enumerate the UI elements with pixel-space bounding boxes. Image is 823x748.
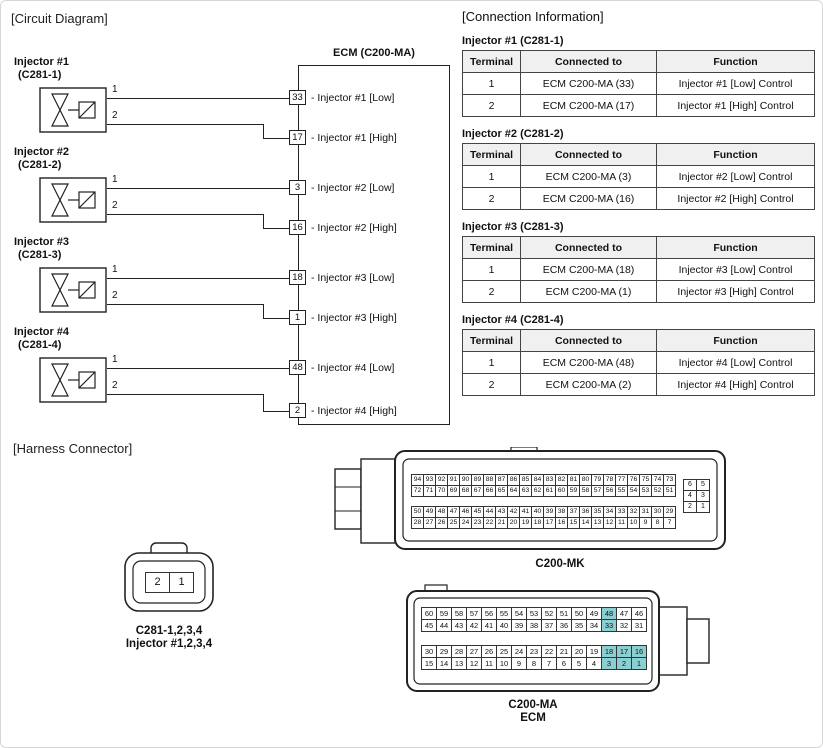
wire [263,124,264,138]
pin-cell: 5 [572,658,587,670]
pin-cell: 2 [617,658,632,670]
pin-cell: 43 [496,507,508,518]
table-row [463,95,815,117]
pin-cell: 70 [436,486,448,497]
pin-cell: 12 [467,658,482,670]
terminal-number: 1 [112,264,118,275]
injector-3-name: Injector #3 [14,236,70,248]
harness-connector-heading: [Harness Connector] [13,441,133,456]
pin-cell: 46 [460,507,472,518]
cell-connected-to: ECM C200-MA (33) [521,73,657,95]
pin-cell: 4 [587,658,602,670]
wire [107,394,263,395]
table-header-row [463,237,815,259]
pin-cell: 3 [602,658,617,670]
col-header-terminal: Terminal [463,144,521,166]
pin-cell: 90 [460,475,472,486]
wire [107,304,263,305]
pin-cell: 61 [544,486,556,497]
ecm-pin-label: - Injector #4 [High] [311,405,397,417]
pin-cell: 28 [412,518,424,529]
table-header-row [463,330,815,352]
ecm-pin-box [289,403,306,418]
c200mk-pin-grid-top [411,474,676,497]
pin-cell: 51 [557,608,572,620]
c200ma-pin-grid-bottom [421,645,647,670]
pin-cell: 11 [482,658,497,670]
col-header-function: Function [657,237,815,259]
pin-cell: 28 [452,646,467,658]
pin-cell: 81 [568,475,580,486]
pin-cell: 83 [544,475,556,486]
pin-cell: 63 [520,486,532,497]
pin-cell: 26 [482,646,497,658]
connection-information-section [462,9,815,396]
c200mk-connector-drawing [331,447,729,555]
pin-cell: 55 [497,608,512,620]
pin-cell: 35 [592,507,604,518]
c200mk-pin-grid-bottom [411,506,676,529]
pin-cell: 27 [424,518,436,529]
pin-cell: 13 [452,658,467,670]
cell-terminal: 2 [463,374,521,396]
injector-2-connector: (C281-2) [18,159,62,171]
cell-terminal: 1 [463,259,521,281]
pin-cell: 72 [412,486,424,497]
cell-terminal: 2 [463,188,521,210]
pin-cell: 18 [602,646,617,658]
pin-cell: 57 [467,608,482,620]
pin-cell: 22 [542,646,557,658]
connection-table [462,236,815,303]
ecm-pin-number: 18 [292,272,303,283]
pin-cell: 21 [557,646,572,658]
table-title: Injector #3 (C281-3) [462,221,564,233]
connection-table-group-2 [462,128,815,210]
table-row [463,166,815,188]
pin-cell: 42 [467,620,482,632]
pin-cell: 13 [592,518,604,529]
pin-cell: 12 [604,518,616,529]
terminal-number: 1 [112,174,118,185]
wire [107,98,289,99]
pin-cell: 57 [592,486,604,497]
terminal-number: 1 [112,354,118,365]
col-header-terminal: Terminal [463,330,521,352]
ecm-pin-label: - Injector #1 [Low] [311,92,395,104]
terminal-number: 2 [112,380,118,391]
connection-table-group-1 [462,35,815,117]
col-header-function: Function [657,330,815,352]
ecm-pin-box [289,220,306,235]
ecm-pin-label: - Injector #2 [High] [311,222,397,234]
pin-cell: 8 [527,658,542,670]
pin-cell: 33 [602,620,617,632]
pin-cell: 37 [542,620,557,632]
ecm-pin-number: 17 [292,132,303,143]
wire [107,214,263,215]
pin-cell: 23 [472,518,484,529]
ecm-pin-box [289,180,306,195]
injector-1-name: Injector #1 [14,56,70,68]
pin-cell: 77 [616,475,628,486]
connection-table [462,50,815,117]
pin-cell: 30 [652,507,664,518]
wire [263,228,289,229]
table-row [463,73,815,95]
table-title: Injector #4 (C281-4) [462,314,564,326]
pin-cell: 49 [587,608,602,620]
pin-cell: 48 [602,608,617,620]
pin-cell: 67 [472,486,484,497]
pin-cell: 86 [508,475,520,486]
pin-cell: 68 [460,486,472,497]
pin-cell: 84 [532,475,544,486]
pin-cell: 62 [532,486,544,497]
pin-cell: 27 [467,646,482,658]
pin-cell: 85 [520,475,532,486]
terminal-number: 2 [112,110,118,121]
table-title: Injector #2 (C281-2) [462,128,564,140]
pin-cell: 39 [544,507,556,518]
table-title: Injector #1 (C281-1) [462,35,564,47]
pin-cell: 16 [632,646,647,658]
pin-cell: 60 [422,608,437,620]
cell-terminal: 1 [463,166,521,188]
c200ma-pin-grid-top [421,607,647,632]
injector-1-connector: (C281-1) [18,69,62,81]
cell-function: Injector #1 [High] Control [657,95,815,117]
pin-cell: 47 [448,507,460,518]
wire [107,188,289,189]
pin-cell: 59 [568,486,580,497]
pin-cell: 4 [684,491,697,502]
pin-cell: 23 [527,646,542,658]
c200ma-ecm-label: ECM [520,712,546,724]
cell-function: Injector #2 [Low] Control [657,166,815,188]
pin-cell: 2 [684,502,697,513]
pin-cell: 31 [632,620,647,632]
pin-cell: 52 [542,608,557,620]
cell-connected-to: ECM C200-MA (16) [521,188,657,210]
ecm-pin-label: - Injector #4 [Low] [311,362,395,374]
pin-cell: 92 [436,475,448,486]
pin-cell: 35 [572,620,587,632]
injector-4-symbol [39,357,107,403]
pin-cell: 80 [580,475,592,486]
pin-cell: 44 [437,620,452,632]
pin-cell: 26 [436,518,448,529]
pin-cell: 45 [422,620,437,632]
pin-cell: 9 [640,518,652,529]
connection-table [462,329,815,396]
pin-cell: 17 [544,518,556,529]
pin-cell: 1 [697,502,710,513]
connection-table [462,143,815,210]
pin-cell: 30 [422,646,437,658]
pin-cell: 44 [484,507,496,518]
table-row [463,352,815,374]
c200ma-label: C200-MA [508,699,558,711]
cell-function: Injector #4 [High] Control [657,374,815,396]
pin-cell: 48 [436,507,448,518]
pin-cell: 25 [448,518,460,529]
cell-connected-to: ECM C200-MA (3) [521,166,657,188]
pin-cell: 93 [424,475,436,486]
pin-cell: 54 [628,486,640,497]
pin-cell: 45 [472,507,484,518]
pin-cell: 24 [460,518,472,529]
ecm-pin-label: - Injector #2 [Low] [311,182,395,194]
col-header-terminal: Terminal [463,237,521,259]
injector-4-connector: (C281-4) [18,339,62,351]
pin-cell: 42 [508,507,520,518]
col-header-connected-to: Connected to [521,330,657,352]
pin-cell: 38 [527,620,542,632]
pin-cell: 40 [497,620,512,632]
pin-cell: 14 [580,518,592,529]
pin-cell: 34 [604,507,616,518]
cell-connected-to: ECM C200-MA (17) [521,95,657,117]
pin-cell: 38 [556,507,568,518]
ecm-pin-number: 33 [292,92,303,103]
table-row [463,281,815,303]
pin-cell: 29 [664,507,676,518]
cell-terminal: 2 [463,281,521,303]
pin-cell: 20 [572,646,587,658]
cell-function: Injector #3 [Low] Control [657,259,815,281]
table-row [463,259,815,281]
c281-injector-label: Injector #1,2,3,4 [125,638,213,650]
ecm-pin-box [289,310,306,325]
ecm-pin-number: 3 [294,182,301,193]
table-header-row [463,51,815,73]
pin-cell: 18 [532,518,544,529]
pin-cell: 58 [580,486,592,497]
terminal-number: 2 [112,290,118,301]
pin-cell: 15 [568,518,580,529]
pin-cell: 39 [512,620,527,632]
pin-cell: 25 [497,646,512,658]
pin-cell: 94 [412,475,424,486]
ecm-pin-number: 1 [294,312,301,323]
pin-cell: 69 [448,486,460,497]
col-header-function: Function [657,51,815,73]
ecm-pin-box [289,360,306,375]
pin-cell: 11 [616,518,628,529]
pin-cell: 56 [482,608,497,620]
pin-cell: 2 [146,573,170,593]
wire [263,138,289,139]
connection-table-group-3 [462,221,815,303]
pin-cell: 1 [170,573,194,593]
pin-cell: 33 [616,507,628,518]
wire [263,318,289,319]
pin-cell: 82 [556,475,568,486]
pin-cell: 22 [484,518,496,529]
pin-cell: 32 [617,620,632,632]
pin-cell: 36 [557,620,572,632]
pin-cell: 6 [557,658,572,670]
pin-cell: 9 [512,658,527,670]
pin-cell: 14 [437,658,452,670]
ecm-pin-box [289,270,306,285]
cell-terminal: 1 [463,352,521,374]
connection-table-group-4 [462,314,815,396]
ecm-pin-box [289,130,306,145]
cell-function: Injector #1 [Low] Control [657,73,815,95]
col-header-connected-to: Connected to [521,237,657,259]
wire [107,368,289,369]
table-row [463,188,815,210]
injector-3-connector: (C281-3) [18,249,62,261]
c281-pin-grid [145,572,194,593]
terminal-number: 1 [112,84,118,95]
cell-connected-to: ECM C200-MA (18) [521,259,657,281]
injector-2-name: Injector #2 [14,146,70,158]
pin-cell: 74 [652,475,664,486]
pin-cell: 5 [697,480,710,491]
pin-cell: 66 [484,486,496,497]
pin-cell: 53 [527,608,542,620]
pin-cell: 19 [520,518,532,529]
pin-cell: 3 [697,491,710,502]
c200ma-connector-drawing [399,583,714,695]
pin-cell: 52 [652,486,664,497]
pin-cell: 16 [556,518,568,529]
pin-cell: 10 [497,658,512,670]
pin-cell: 31 [640,507,652,518]
pin-cell: 15 [422,658,437,670]
ecm-title: ECM (C200-MA) [333,47,415,59]
pin-cell: 88 [484,475,496,486]
pin-cell: 78 [604,475,616,486]
pin-cell: 7 [542,658,557,670]
pin-cell: 58 [452,608,467,620]
pin-cell: 6 [684,480,697,491]
col-header-function: Function [657,144,815,166]
ecm-pin-label: - Injector #3 [Low] [311,272,395,284]
pin-cell: 8 [652,518,664,529]
injector-4-name: Injector #4 [14,326,70,338]
pin-cell: 59 [437,608,452,620]
pin-cell: 10 [628,518,640,529]
pin-cell: 53 [640,486,652,497]
pin-cell: 17 [617,646,632,658]
injector-1-symbol [39,87,107,133]
pin-cell: 1 [632,658,647,670]
pin-cell: 54 [512,608,527,620]
pin-cell: 65 [496,486,508,497]
pin-cell: 50 [412,507,424,518]
pin-cell: 36 [580,507,592,518]
wire [107,278,289,279]
pin-cell: 50 [572,608,587,620]
cell-terminal: 2 [463,95,521,117]
ecm-pin-number: 48 [292,362,303,373]
pin-cell: 7 [664,518,676,529]
wire [107,124,263,125]
cell-function: Injector #4 [Low] Control [657,352,815,374]
pin-cell: 89 [472,475,484,486]
cell-function: Injector #3 [High] Control [657,281,815,303]
table-row [463,374,815,396]
pin-cell: 32 [628,507,640,518]
c200mk-label: C200-MK [535,558,585,570]
pin-cell: 46 [632,608,647,620]
ecm-pin-number: 2 [294,405,301,416]
pin-cell: 56 [604,486,616,497]
table-header-row [463,144,815,166]
col-header-terminal: Terminal [463,51,521,73]
pin-cell: 43 [452,620,467,632]
pin-cell: 40 [532,507,544,518]
cell-terminal: 1 [463,73,521,95]
c200mk-pin-grid-side [683,479,710,513]
wire [263,304,264,318]
pin-cell: 73 [664,475,676,486]
wire [263,411,289,412]
cell-connected-to: ECM C200-MA (1) [521,281,657,303]
pin-cell: 87 [496,475,508,486]
pin-cell: 29 [437,646,452,658]
pin-cell: 71 [424,486,436,497]
circuit-diagram-heading: [Circuit Diagram] [11,11,108,26]
injector-2-symbol [39,177,107,223]
wire [263,394,264,411]
pin-cell: 49 [424,507,436,518]
ecm-pin-label: - Injector #1 [High] [311,132,397,144]
pin-cell: 20 [508,518,520,529]
pin-cell: 64 [508,486,520,497]
pin-cell: 34 [587,620,602,632]
pin-cell: 24 [512,646,527,658]
ecm-pin-label: - Injector #3 [High] [311,312,397,324]
cell-function: Injector #2 [High] Control [657,188,815,210]
pin-cell: 21 [496,518,508,529]
pin-cell: 76 [628,475,640,486]
pin-cell: 91 [448,475,460,486]
pin-cell: 55 [616,486,628,497]
col-header-connected-to: Connected to [521,51,657,73]
wire [263,214,264,228]
connection-information-heading: [Connection Information] [462,9,604,24]
terminal-number: 2 [112,200,118,211]
pin-cell: 41 [482,620,497,632]
c281-label: C281-1,2,3,4 [135,625,203,637]
cell-connected-to: ECM C200-MA (2) [521,374,657,396]
pin-cell: 60 [556,486,568,497]
pin-cell: 37 [568,507,580,518]
pin-cell: 51 [664,486,676,497]
pin-cell: 79 [592,475,604,486]
col-header-connected-to: Connected to [521,144,657,166]
ecm-pin-number: 16 [292,222,303,233]
pin-cell: 41 [520,507,532,518]
pin-cell: 47 [617,608,632,620]
cell-connected-to: ECM C200-MA (48) [521,352,657,374]
pin-cell: 75 [640,475,652,486]
pin-cell: 19 [587,646,602,658]
injector-3-symbol [39,267,107,313]
ecm-pin-box [289,90,306,105]
